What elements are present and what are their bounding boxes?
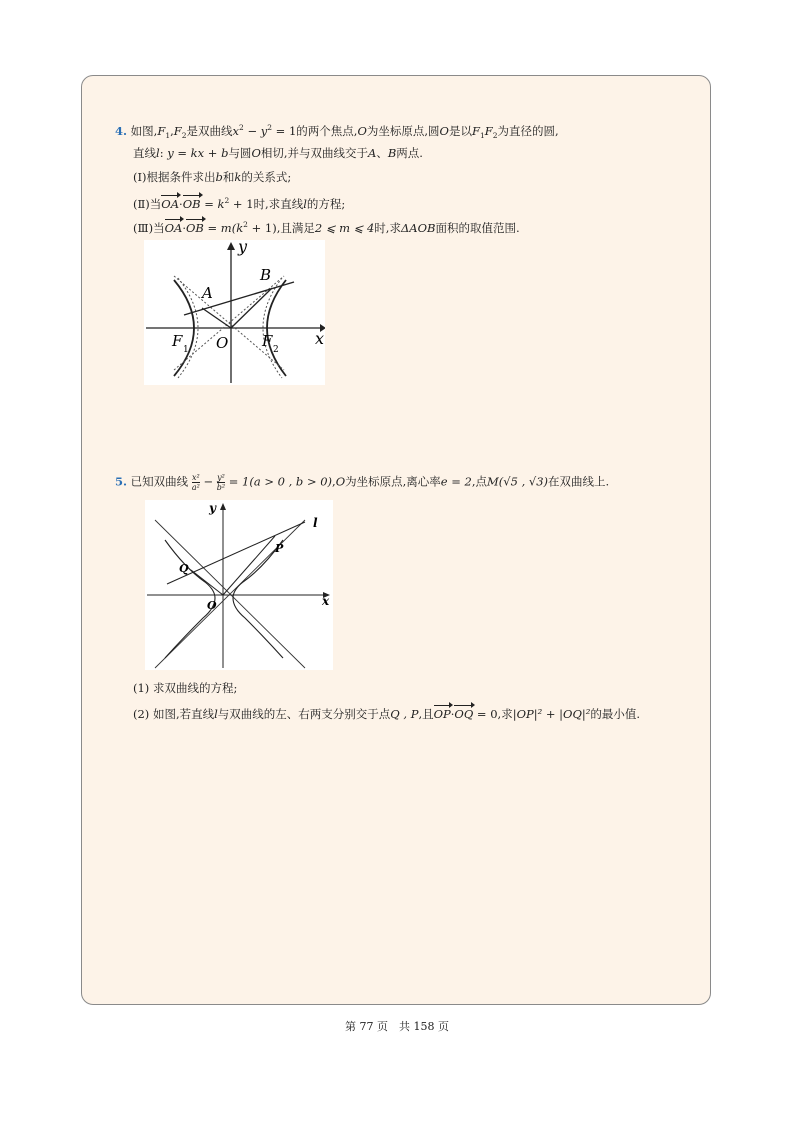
svg-text:1: 1 (183, 345, 189, 355)
line-l-label: l (313, 516, 318, 530)
svg-text:2: 2 (273, 345, 279, 355)
origin-label: O (216, 334, 229, 352)
vector-oa: OA (165, 218, 183, 236)
y-axis-label: y (209, 501, 216, 515)
focus-f2-label: F (262, 332, 273, 350)
vector-oq: OQ (454, 704, 473, 722)
point-a-label: A (202, 284, 213, 302)
problem5-part1: (1) 求双曲线的方程; (133, 681, 238, 695)
problem4-line2: 直线l: y = kx + b与圆O相切,并与双曲线交于A、B两点. (133, 146, 423, 160)
focus-f1-label: F (172, 332, 183, 350)
fraction-x2-a2: $\frac{\text{x²}}{\text{a²}}$ (191, 473, 200, 492)
problem5-line1: 5. 已知双曲线 $\frac{\text{x²}}{\text{a²}}$ − $\frac{\text{y²}}{\text{b²}}$ = 1(a > 0 , b > 0),O为坐标原点,离心率e = 2,点M(√5 , √3)在双曲线上. (115, 473, 610, 492)
problem4-part1: (Ⅰ)根据条件求出b和k的关系式; (133, 170, 292, 184)
problem5-figure (145, 500, 333, 670)
vector-oa: OA (161, 194, 179, 212)
origin-label: O (207, 599, 217, 612)
vector-op: OP (434, 704, 451, 722)
point-q-label: Q (179, 562, 189, 575)
problem4-part3: (Ⅲ)当$OA\cdot OB = m(k^2 + 1)$,且满足2 ⩽ m ⩽ 4时,求ΔAOB面积的取值范围. (133, 217, 520, 236)
problem4-number: 4. (115, 123, 128, 138)
hyperbola-figure-5 (145, 500, 333, 670)
x-axis-label: x (322, 594, 330, 608)
page-footer: 第 77 页 共 158 页 (345, 1020, 449, 1033)
hyperbola-figure-4 (144, 240, 325, 385)
x-axis-label: x (315, 329, 325, 348)
problem4-part2: (Ⅱ)当$OA\cdot OB = k^2 + 1$时,求直线l的方程; (133, 193, 345, 212)
problem5-part2: (2) 如图,若直线l与双曲线的左、右两支分别交于点Q , P,且OP·OQ = 0,求|OP|² + |OQ|²的最小值. (133, 704, 640, 722)
problem4-line1: 4. 如图$,F_1,F_2$是双曲线$x^2 - y^2 = 1$的两个焦点,O为坐标原点,圆O是以$F_1F_2$为直径的圆, (115, 123, 559, 141)
point-b-label: B (260, 266, 272, 284)
problem4-figure (144, 240, 325, 385)
point-p-label: P (275, 542, 284, 555)
vector-ob: OB (186, 218, 204, 236)
y-axis-label: y (238, 240, 248, 256)
fraction-y2-b2: $\frac{\text{y²}}{\text{b²}}$ (216, 473, 226, 492)
vector-ob: OB (183, 194, 201, 212)
problem5-number: 5. (115, 474, 128, 489)
